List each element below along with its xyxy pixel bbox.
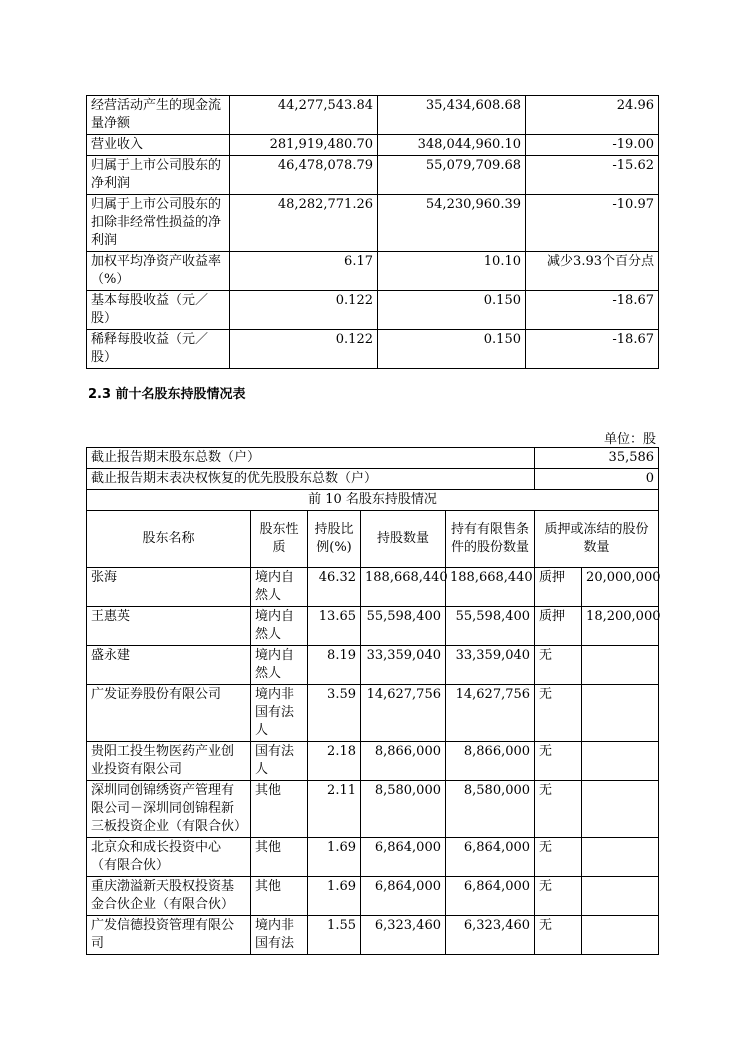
restricted-shares: 6,864,000	[446, 877, 535, 916]
change-value: -18.67	[526, 330, 659, 369]
holding-ratio: 2.11	[308, 781, 361, 838]
shareholder-row	[87, 877, 659, 916]
restricted-shares: 6,323,460	[446, 916, 535, 955]
shareholder-row	[87, 607, 659, 646]
share-count: 55,598,400	[361, 607, 446, 646]
holding-ratio: 1.55	[308, 916, 361, 955]
shareholder-nature: 国有法人	[251, 742, 308, 781]
table-subtitle: 前 10 名股东持股情况	[87, 490, 659, 511]
row-label: 营业收入	[87, 135, 230, 156]
shareholder-nature: 境内自然人	[251, 607, 308, 646]
section-heading: 2.3 前十名股东持股情况表	[88, 387, 246, 402]
preferred-holders-value: 0	[535, 469, 659, 490]
row-label: 基本每股收益（元／股）	[87, 291, 230, 330]
header-nature: 股东性质	[251, 511, 308, 568]
shareholder-name: 贵阳工投生物医药产业创业投资有限公司	[87, 742, 251, 781]
header-name: 股东名称	[87, 511, 251, 568]
pledge-shares	[582, 781, 659, 838]
pledge-status: 质押	[535, 568, 582, 607]
change-value: 24.96	[526, 96, 659, 135]
pledge-status: 无	[535, 685, 582, 742]
header-row	[87, 511, 659, 568]
current-value: 0.122	[230, 291, 378, 330]
shareholder-row	[87, 838, 659, 877]
previous-value: 348,044,960.10	[378, 135, 526, 156]
row-label: 稀释每股收益（元／股）	[87, 330, 230, 369]
shareholder-row	[87, 742, 659, 781]
shareholder-row	[87, 568, 659, 607]
holding-ratio: 3.59	[308, 685, 361, 742]
current-value: 48,282,771.26	[230, 195, 378, 252]
shareholder-nature: 其他	[251, 877, 308, 916]
financial-row	[87, 330, 659, 369]
shareholder-name: 北京众和成长投资中心（有限合伙）	[87, 838, 251, 877]
pledge-status: 质押	[535, 607, 582, 646]
shareholder-name: 广发信德投资管理有限公司	[87, 916, 251, 955]
financial-indicators-table	[86, 95, 659, 369]
row-label: 归属于上市公司股东的扣除非经常性损益的净利润	[87, 195, 230, 252]
change-value: -15.62	[526, 156, 659, 195]
previous-value: 0.150	[378, 291, 526, 330]
previous-value: 35,434,608.68	[378, 96, 526, 135]
header-pledge: 质押或冻结的股份数量	[535, 511, 659, 568]
current-value: 44,277,543.84	[230, 96, 378, 135]
restricted-shares: 8,580,000	[446, 781, 535, 838]
current-value: 6.17	[230, 252, 378, 291]
pledge-status: 无	[535, 916, 582, 955]
change-value: -18.67	[526, 291, 659, 330]
total-holders-value: 35,586	[535, 448, 659, 469]
pledge-shares	[582, 916, 659, 955]
restricted-shares: 14,627,756	[446, 685, 535, 742]
share-count: 14,627,756	[361, 685, 446, 742]
shareholder-table-body	[87, 448, 659, 568]
previous-value: 0.150	[378, 330, 526, 369]
restricted-shares: 188,668,440	[446, 568, 535, 607]
shareholder-nature: 其他	[251, 781, 308, 838]
holding-ratio: 46.32	[308, 568, 361, 607]
pledge-status: 无	[535, 838, 582, 877]
pledge-shares	[582, 742, 659, 781]
change-value: 减少3.93个百分点	[526, 252, 659, 291]
unit-label: 单位：股	[603, 432, 656, 447]
row-label: 加权平均净资产收益率（%）	[87, 252, 230, 291]
header-restricted: 持有有限售条件的股份数量	[446, 511, 535, 568]
current-value: 0.122	[230, 330, 378, 369]
financial-row	[87, 252, 659, 291]
restricted-shares: 6,864,000	[446, 838, 535, 877]
header-ratio: 持股比例(%)	[308, 511, 361, 568]
shareholder-name: 重庆渤溢新天股权投资基金合伙企业（有限合伙）	[87, 877, 251, 916]
shareholder-table	[86, 447, 659, 955]
previous-value: 54,230,960.39	[378, 195, 526, 252]
pledge-status: 无	[535, 877, 582, 916]
change-value: -10.97	[526, 195, 659, 252]
financial-row	[87, 96, 659, 135]
shareholder-nature: 境内非国有法人	[251, 685, 308, 742]
shareholder-nature: 境内非国有法	[251, 916, 308, 955]
financial-row	[87, 195, 659, 252]
share-count: 6,323,460	[361, 916, 446, 955]
total-holders-row	[87, 448, 659, 469]
financial-row	[87, 291, 659, 330]
shareholder-name: 盛永建	[87, 646, 251, 685]
financial-row	[87, 135, 659, 156]
holding-ratio: 1.69	[308, 838, 361, 877]
pledge-status: 无	[535, 781, 582, 838]
pledge-status: 无	[535, 742, 582, 781]
shareholder-nature: 其他	[251, 838, 308, 877]
row-label: 归属于上市公司股东的净利润	[87, 156, 230, 195]
holding-ratio: 8.19	[308, 646, 361, 685]
pledge-shares	[582, 646, 659, 685]
shareholder-nature: 境内自然人	[251, 568, 308, 607]
shareholder-row	[87, 685, 659, 742]
shareholder-name: 张海	[87, 568, 251, 607]
previous-value: 10.10	[378, 252, 526, 291]
share-count: 6,864,000	[361, 838, 446, 877]
shareholder-name: 王惠英	[87, 607, 251, 646]
holding-ratio: 1.69	[308, 877, 361, 916]
shareholder-nature: 境内自然人	[251, 646, 308, 685]
restricted-shares: 55,598,400	[446, 607, 535, 646]
shareholder-name: 广发证券股份有限公司	[87, 685, 251, 742]
share-count: 33,359,040	[361, 646, 446, 685]
total-holders-label: 截止报告期末股东总数（户）	[87, 448, 535, 469]
shareholder-name: 深圳同创锦绣资产管理有限公司－深圳同创锦程新三板投资企业（有限合伙）	[87, 781, 251, 838]
pledge-shares: 20,000,000	[582, 568, 659, 607]
previous-value: 55,079,709.68	[378, 156, 526, 195]
current-value: 281,919,480.70	[230, 135, 378, 156]
shareholder-row	[87, 781, 659, 838]
share-count: 188,668,440	[361, 568, 446, 607]
current-value: 46,478,078.79	[230, 156, 378, 195]
share-count: 8,580,000	[361, 781, 446, 838]
restricted-shares: 33,359,040	[446, 646, 535, 685]
preferred-holders-row	[87, 469, 659, 490]
financial-table-body	[87, 96, 659, 369]
change-value: -19.00	[526, 135, 659, 156]
pledge-status: 无	[535, 646, 582, 685]
share-count: 6,864,000	[361, 877, 446, 916]
shareholder-row	[87, 646, 659, 685]
row-label: 经营活动产生的现金流量净额	[87, 96, 230, 135]
shareholder-rows	[87, 568, 659, 955]
preferred-holders-label: 截止报告期末表决权恢复的优先股股东总数（户）	[87, 469, 535, 490]
shareholder-row	[87, 916, 659, 955]
pledge-shares: 18,200,000	[582, 607, 659, 646]
holding-ratio: 2.18	[308, 742, 361, 781]
subtitle-row	[87, 490, 659, 511]
header-shares: 持股数量	[361, 511, 446, 568]
share-count: 8,866,000	[361, 742, 446, 781]
pledge-shares	[582, 877, 659, 916]
financial-row	[87, 156, 659, 195]
pledge-shares	[582, 685, 659, 742]
holding-ratio: 13.65	[308, 607, 361, 646]
restricted-shares: 8,866,000	[446, 742, 535, 781]
pledge-shares	[582, 838, 659, 877]
